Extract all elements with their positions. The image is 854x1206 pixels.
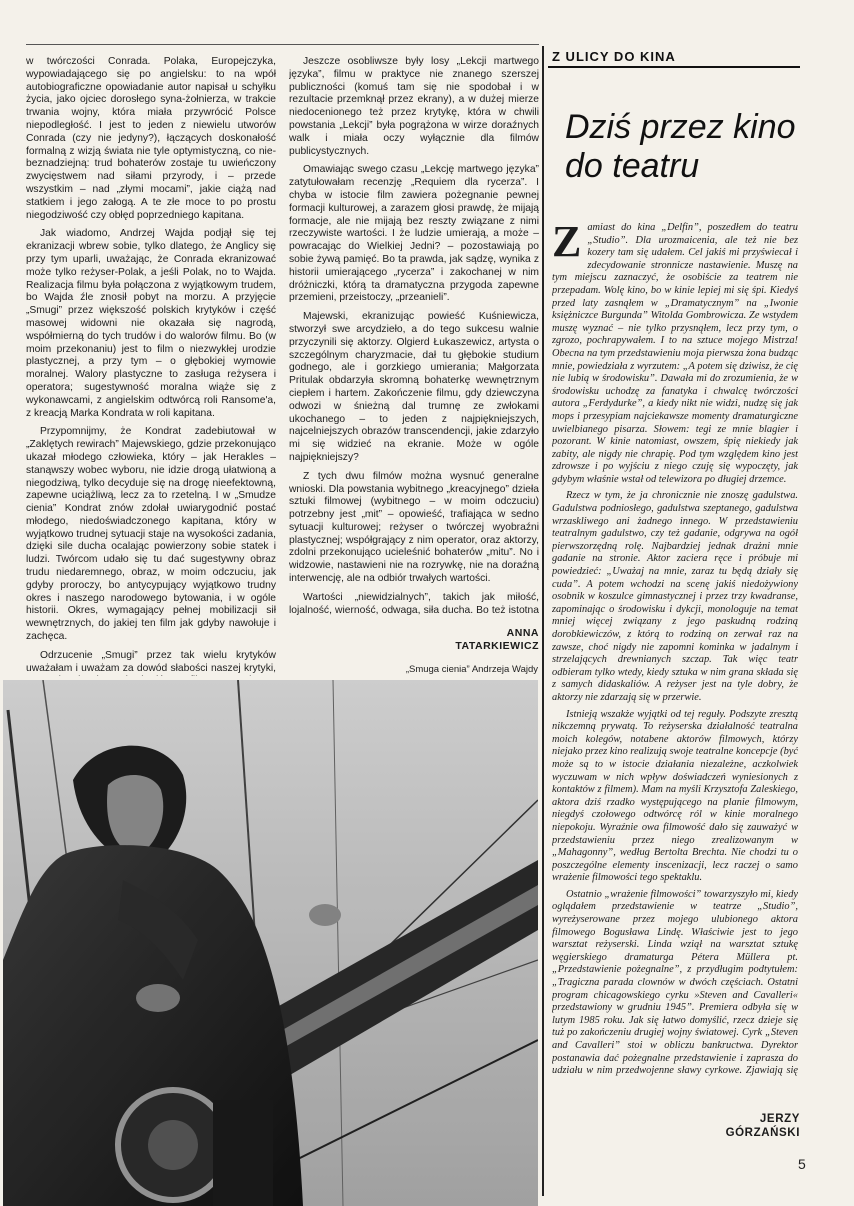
- film-still-photo: [3, 680, 538, 1206]
- paragraph: Wartości „niewidzialnych”, takich jak miłość, lojalność, wierność, odwaga, siła ducha. Bo też istotna: [289, 591, 539, 616]
- top-rule: [26, 44, 539, 45]
- right-article-column: [552, 222, 798, 1077]
- paragraph: Omawiając swego czasu „Lekcję martwego języka” zatytułowałam recenzję „Requiem dla rycerza”. I chyba w istocie film zawiera pożegnanie pewnej formacji kulturowej, a zarazem głosi prawdę, że mijają formacje, ale nie mijają bez reszty związane z nimi rzeczywiste wartości. I że ludzie umierają, a może – powracając do Wielkiej Jedni? – pozostawiają po sobie żywą pamięć. Bo ta prawda, jak sądzę, wynika z historii umierającego „rycerza” i zakochanej w nim dróżniczki, którą ta dramatyczna przygoda zapewne przemieni, przeistoczy, „przeanieli”.: [289, 164, 539, 304]
- paragraph: Przypomnijmy, że Kondrat zadebiutował w „Zaklętych rewirach” Majewskiego, gdzie przekonująco ukazał młodego człowieka, który – jak Herakles – stanąwszy wobec wyboru, nie idzie drogą ułatwioną a niegodziwą, tylko decyduje się na drogę nieefektowną, zapewne uciążliwą, lecz za to rzetelną. I w „Smudze cienia” Kondrat znów zdołał uwiarygodnić postać młodego, niedoświadczonego kapitana, który w wyjątkowo trudnej sytuacji staje na wysokości zadania, dzięki sile ducha ocalając powierzony sobie statek i ludzi. Twórcom udało się tu dać sugestywny obraz trudu niedaremnego, obraz, w moim odczuciu, jak gdyby proroczy, bo antycypujący wyjątkowo trudny okres i naszego narodowego bytowania, i w ogóle historii. Okres, wymagający pełnej mobilizacji sił wewnętrznych, do jakiej ten film jak gdyby nawołuje i zachęca.: [26, 426, 276, 643]
- left-article-column-1: [26, 56, 276, 676]
- headline-line-1: Dziś przez kino: [565, 108, 796, 146]
- section-label: Z ULICY DO KINA: [552, 49, 676, 64]
- author-last-name: GÓRZAŃSKI: [725, 1127, 800, 1139]
- paragraph: Istnieją wszakże wyjątki od tej reguły. Podszyte zresztą nikczemną prywatą. To reżyserska działalność teatralna moich kolegów, notabene aktorów filmowych, którzy niejako przez kino realizują swoje teatralne koncepcje (być może są to w istocie działania niezależne, aczkolwiek wyczuwam w nich wpływ doświadczeń wyniesionych z kontaktów z filmem). Mam na myśli Krzysztofa Zaleskiego, aktora dziś rzadko występującego na planie filmowym, niegdyś czołowego odtwórcę ról w kinie moralnego niepokoju. Wyraźnie owa filmowość dało się zauważyć w przedstawieniu przez niego zrealizowanym w „Mahagonny”, według Bertolta Brechta. Nie chodzi tu o poszczególne elementy inscenizacji, lecz raczej o samo wrażenie filmowości tego spektaklu.: [552, 708, 798, 884]
- paragraph: w twórczości Conrada. Polaka, Europejczyka, wypowiadającego się po angielsku: to na wpół autobiograficzne opowiadanie autor napisał u schyłku życia, jako ojciec dorosłego syna-żołnierza, w trakcie trwania wojny, która miała przywrócić Polsce niepodległość. I jest to jeden z niewielu utworów Conrada (czy nie jedyny?), łączących doskonałość formalną z wizją świata nie tyle optymistyczną, co nie-beznadziejną: trud bohaterów zostaje tu uwieńczony zwycięstwem nad siłami przyrody, i – przede wszystkim – nad „złymi mocami”, jakie ciążą nad statkiem i jego załogą. A te złe moce to po prostu niegodziwość czy obłęd poprzedniego kapitana.: [26, 56, 276, 221]
- photo-caption: „Smuga cienia” Andrzeja Wajdy: [405, 664, 538, 675]
- paragraph: Jak wiadomo, Andrzej Wajda podjął się tej ekranizacji wbrew sobie, tylko dlatego, że Anglicy się przy tym uparli, uważając, że Conrada ekranizować może tylko reżyser-Polak, a jeśli Polak, no to Wajda. Realizacja filmu była połączona z wyjątkowym trudem, bo Wajda źle znosił pobyt na morzu. A przyjęcie „Smugi” przez większość polskich krytyków i część masowej widowni nie okazała się nagrodą, współmierną do tych trudów i do walorów filmu. Bo (w moim przekonaniu) jest to film o niezwykłej urodzie plastycznej, a przy tym – o głębokiej wymowie moralnej. Walory plastyczne to zasługa reżysera i operatora; sugestywność moralna wiąże się z wykonawcami, z angielskim odtwórcą roli Ransome'a, z kreacją Marka Kondrata w roli kapitana.: [26, 228, 276, 419]
- paragraph: Ostatnio „wrażenie filmowości” towarzyszyło mi, kiedy oglądałem przedstawienie w teatrze „Studio”, wyreżyserowane przez mojego ulubionego aktora filmowego Bogusława Lindę. Właściwie jest to jego warsztat reżyserski. Linda wziął na warsztat sztukę węgierskiego dramaturga Pétera Müllera pt. „Przedstawienie pożegnalne”, z przydługim podtytułem: „Tragiczna parada clownów w dwóch częściach. Ostatni program chicagowskiego cyrku »Steven and Cavalleri« przedstawiony w grudniu 1945”. Premiera odbyła się w lutym 1985 roku. Jak się łatwo domyślić, rzecz dzieje się tuż po zakończeniu drugiej wojny światowej. Cyrk „Steven and Cavalleri” stoi w obliczu bankructwa. Dyrektor postanawia dać pożegnalne przedstawienie i zaprasza do udziału w nim przedwojenne sławy cyrkowe. Zjawiają się: [552, 888, 798, 1077]
- author-first-name: JERZY: [759, 1113, 800, 1125]
- author-first-name: ANNA: [506, 627, 539, 639]
- paragraph: Odrzucenie „Smugi” przez tak wielu krytyków uważałam i uważam za dowód słabości naszej krytyki,: [26, 649, 276, 674]
- lead-paragraph: [552, 222, 798, 486]
- paragraph: Z tych dwu filmów można wysnuć generalne wnioski. Dla powstania wybitnego „kreacyjnego” dzieła sztuki filmowej (wybitnego – w moim odczuciu) potrzebny jest „mit” – opowieść, trafiająca w sedno sytuacji kulturowej; reżyser o twórczej wyobraźni plastycznej; współgrający z nim operator, oraz aktorzy, zdolni przekonująco ucieleśnić bohaterów „mitu”. No i widzowie, nastawieni nie na rozrywkę, nie na doraźną interwencję, ale na odbiór trwałych wartości.: [289, 470, 539, 585]
- headline-line-2: do teatru: [565, 147, 700, 185]
- film-still-illustration: [3, 680, 538, 1206]
- author-byline-tatarkiewicz: [380, 627, 539, 653]
- column-separator-rule: [542, 46, 544, 1196]
- lead-paragraph-text: amiast do kina „Delfin”, poszedłem do teatru „Studio”. Dla urozmaicenia, ale też nie bez kozery tam się udałem. Cel jakiś mi przyświecał i zdecydowanie stronnicze nastawienie. Muszę na tym miejscu zaznaczyć, że osobiście za teatrem nie przepadam. Wolę kino, bo w kinie lepiej mi się śpi. Kiedyś przed laty zasnąłem w „Dramatycznym” na „Iwonie księżniczce Burgunda” Witolda Gombrowicza. Ze wstydem muszę wyznać – nie tylko przysnąłem, lecz przy tym, o zgrozo, pochrapywałem. I to na sztuce mojego Mistrza! Obecna na tym przedstawieniu moja pierwsza żona budząc mnie, powiedziała z wyrzutem: „A potem się dziwisz, że cię nie lubią w środowisku”. Dawała mi do zrozumienia, że w środowisku uchodzę za fanatyka i chwalcę twórczości autora „Ferdydurke”, a kiedy nikt nie widzi, nudzę się jak mops i przesypiam najciekawsze momenty dramaturgiczne uwielbianego pisarza. Słowem: tegi ze mnie blagier i pozorant. W kinie natomiast, owszem, śpię niekiedy jak zabity, ale nigdy nie chrapię. Pod tym względem kino jest zdrowsze i po wyjściu z niego czuję się wypoczęty, jak gdybym właśnie wstał od telewizora po długiej drzemce.: [552, 222, 798, 485]
- page-number: 5: [798, 1156, 806, 1172]
- paragraph: Rzecz w tym, że ja chronicznie nie znoszę gadulstwa. Gadulstwa podniosłego, gadulstwa szeptanego, gadulstwa wrzaskliwego ani żadnego innego. W przedstawieniu teatralnym gadulstwo, czy też gadanie, odgrywa na ogół pierwszorzędną rolę. Najbardziej jednak drażni mnie gadanie na stronie. Aktor zaciera ręce i próbuje mi powiedzieć: „Uważaj na mnie, zaraz tu będą działy się cuda”. A potem wchodzi na scenę jakiś niedożywiony osobnik w koszulce gimnastycznej i przez trzy kwadranse, zapominając o środowisku i dykcji, monologuje na temat mniej więcej związany z jego paskudną rodziną dorobkiewiczów, z którą to rodziną on zerwał raz na zawsze, choć nigdy nie zapomni kominka w jadalnym i strzelających drewnianych szczap. Tak więc teatr odbieram tylko wtedy, kiedy sztuka w nim grana składa się z samych didaskaliów. A reżyser jest na tyle dobry, że aktorzy nie zdarzają się w przerwie.: [552, 490, 798, 703]
- left-article-column-2: [289, 56, 539, 616]
- section-underline: [548, 66, 800, 68]
- dropcap-letter: Z: [552, 222, 582, 266]
- author-byline-gorzanski: [640, 1112, 800, 1140]
- author-last-name: TATARKIEWICZ: [455, 640, 539, 652]
- paragraph: Majewski, ekranizując powieść Kuśniewicza, stworzył swe arcydzieło, a do tego sukcesu walnie przyczynili się aktorzy. Olgierd Łukaszewicz, artysta o szczególnym charyzmacie, dał tu głębokie studium godnego, ale i gorzkiego umierania; Małgorzata Pritulak obdarzyła skromną bohaterkę wewnętrznym ciepłem i hartem. Zakończenie filmu, gdy dziewczyna odwozi w śnieżną dal trumnę ze zwłokami ukochanego – to jeden z najpiękniejszych, najcelniejszych obrazów transcendencji, jakie zdarzyło mi się widzieć na ekranie. Może w ogóle najpiękniejszy?: [289, 311, 539, 463]
- paragraph: Jeszcze osobliwsze były losy „Lekcji martwego języka”, filmu w praktyce nie znanego szerszej publiczności (komuś tam się nie spodobał i w rezultacie przemknął przez ekrany), a w dużej mierze niedocenionego też przez krytykę, która w chwili powstania „Lekcji” była pogrążona w wirze doraźnych walk i miała oczy wyłącznie dla filmów publicystycznych.: [289, 56, 539, 157]
- article-headline: [565, 108, 805, 186]
